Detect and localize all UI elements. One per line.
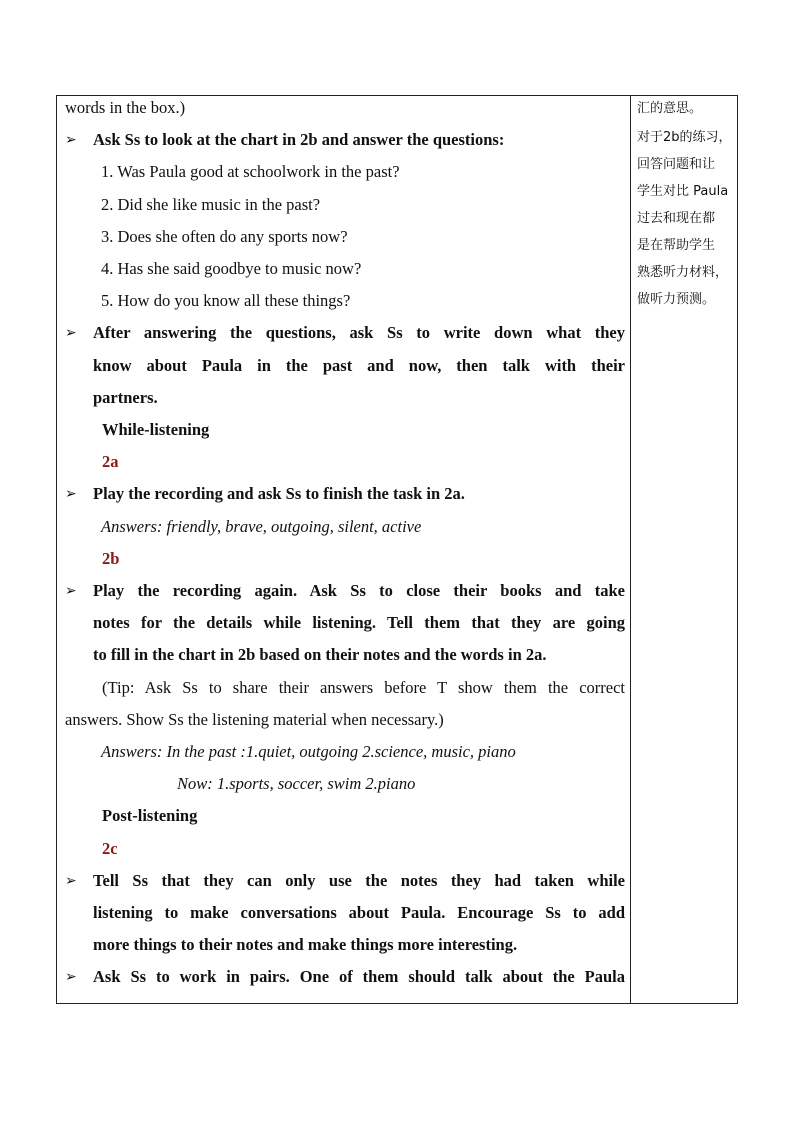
step2-line-2: know about Paula in the past and now, then talk with their	[93, 356, 625, 375]
step-2b-line-3: to fill in the chart in 2b based on their notes and the words in 2a.	[93, 645, 547, 664]
step-2c-line-2: listening to make conversations about Paula. Encourage Ss to add	[93, 903, 625, 922]
teaching-procedure-column	[65, 96, 625, 1003]
note-line-7: 熟悉听力材料，	[637, 265, 729, 280]
arrow-bullet-icon: ➢	[65, 132, 77, 148]
question-1: 1. Was Paula good at schoolwork in the past?	[101, 162, 400, 181]
arrow-bullet-icon: ➢	[65, 486, 77, 502]
intro-tail-text: words in the box.)	[65, 98, 186, 117]
arrow-bullet-icon: ➢	[65, 969, 77, 985]
answers-2b-past: Answers: In the past :1.quiet, outgoing 2.science, music, piano	[101, 742, 516, 761]
note-line-5: 过去和现在都	[637, 211, 716, 226]
note-line-3: 回答问题和让	[637, 157, 716, 172]
step1-text: Ask Ss to look at the chart in 2b and answer the questions:	[93, 130, 505, 149]
label-2b: 2b	[102, 549, 120, 568]
label-2c: 2c	[102, 839, 118, 858]
note-line-4: 学生对比 Paula	[637, 184, 729, 199]
step-2c-line-1: Tell Ss that they can only use the notes they had taken while	[93, 871, 625, 890]
step-last-text: Ask Ss to work in pairs. One of them should talk about the Paula	[93, 967, 625, 986]
post-listening-heading: Post-listening	[102, 806, 198, 825]
step-2b-line-2: notes for the details while listening. Tell them that they are going	[93, 613, 625, 632]
lesson-table	[56, 95, 738, 1004]
tip-line-2: answers. Show Ss the listening material when necessary.)	[65, 710, 444, 729]
answers-2a: Answers: friendly, brave, outgoing, silent, active	[101, 517, 422, 536]
step-2a-item	[65, 482, 625, 506]
step1-item	[65, 128, 625, 152]
step2-line-3: partners.	[93, 388, 158, 407]
design-notes-column	[637, 96, 733, 1003]
note-line-6: 是在帮助学生	[637, 238, 716, 253]
step2-item	[65, 321, 625, 345]
answers-2b-now: Now: 1.sports, soccer, swim 2.piano	[177, 774, 416, 793]
question-4: 4. Has she said goodbye to music now?	[101, 259, 362, 278]
arrow-bullet-icon: ➢	[65, 583, 77, 599]
question-3: 3. Does she often do any sports now?	[101, 227, 348, 246]
note-line-2: 对于2b的练习，	[637, 130, 732, 145]
question-2: 2. Did she like music in the past?	[101, 195, 321, 214]
question-5: 5. How do you know all these things?	[101, 291, 351, 310]
step2-line-1: After answering the questions, ask Ss to write down what they	[93, 323, 625, 342]
step-2c-item	[65, 869, 625, 893]
label-2a: 2a	[102, 452, 119, 471]
note-line-8: 做听力预测。	[637, 292, 716, 307]
step-2c-line-3: more things to their notes and make things more interesting.	[93, 935, 518, 954]
note-line-1: 汇的意思。	[637, 101, 703, 116]
arrow-bullet-icon: ➢	[65, 325, 77, 341]
column-divider	[630, 96, 631, 1003]
step-2b-item	[65, 579, 625, 603]
arrow-bullet-icon: ➢	[65, 873, 77, 889]
step-2a-text: Play the recording and ask Ss to finish the task in 2a.	[93, 484, 465, 503]
tip-line-1: (Tip: Ask Ss to share their answers before T show them the correct	[102, 678, 625, 697]
step-last-item	[65, 965, 625, 989]
step-2b-line-1: Play the recording again. Ask Ss to close their books and take	[93, 581, 625, 600]
while-listening-heading: While-listening	[102, 420, 210, 439]
